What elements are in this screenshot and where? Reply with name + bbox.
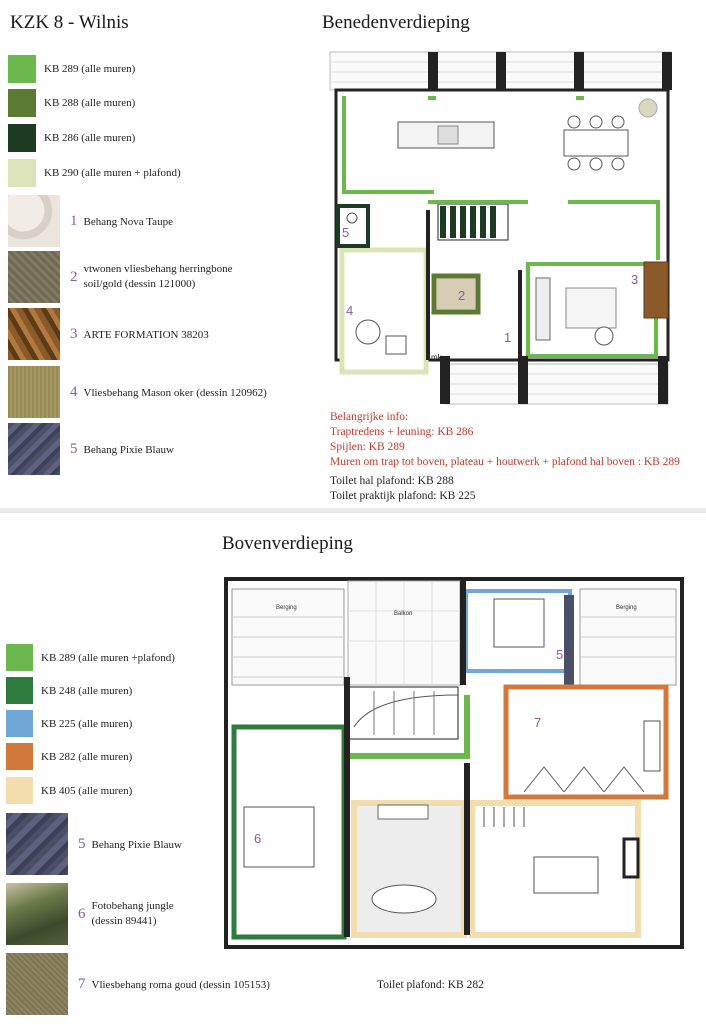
wallpaper-legend-item: [8, 366, 267, 418]
plan-label-berging-left: Berging: [276, 605, 297, 611]
info-line: Toilet praktijk plafond: KB 225: [330, 490, 476, 502]
color-swatch: [8, 124, 36, 152]
plan-marker-5: 5: [342, 225, 350, 240]
wallpaper-legend-item: [8, 308, 209, 360]
plan-label-berging-right: Berging: [616, 605, 637, 611]
info-line: Muren om trap tot boven, plateau + houtwerk + plafond hal boven : KB 289: [330, 456, 680, 468]
wallpaper-number: 2: [70, 268, 78, 285]
wallpaper-sample: [8, 251, 60, 303]
wallpaper-label: vtwonen vliesbehang herringbone: [83, 263, 233, 275]
wallpaper-label: Behang Pixie Blauw: [83, 443, 174, 456]
footer-note: [377, 978, 484, 993]
wallpaper-label: ARTE FORMATION 38203: [83, 328, 209, 341]
wallpaper-legend-item: [6, 883, 174, 945]
wallpaper-sample: [8, 195, 60, 247]
info-line: Traptredens + leuning: KB 286: [330, 426, 474, 438]
info-heading: Belangrijke info:: [330, 411, 409, 423]
wallpaper-label-line2: soil/gold (dessin 121000): [83, 278, 196, 290]
upper-floor-plan: [224, 577, 684, 949]
plan-marker-2: 2: [458, 288, 466, 303]
wallpaper-number: 4: [70, 383, 78, 400]
info-block: [330, 410, 680, 504]
plan-marker-4: 4: [346, 303, 354, 318]
wallpaper-sample: [8, 366, 60, 418]
color-swatch: [8, 55, 36, 83]
wallpaper-legend-item: [8, 251, 233, 303]
paint-label: KB 405 (alle muren): [41, 784, 133, 797]
paint-legend-item: [8, 124, 135, 152]
wallpaper-legend-item: [6, 953, 270, 1015]
paint-label: KB 290 (alle muren + plafond): [44, 167, 181, 179]
color-swatch: [6, 677, 33, 704]
paint-legend-item: [8, 89, 135, 117]
ground-floor-panel: [0, 0, 706, 508]
upper-floor-title: Bovenverdieping: [222, 533, 353, 554]
wallpaper-label: Vliesbehang Mason oker (dessin 120962): [83, 386, 267, 399]
plan-marker-7: 7: [534, 715, 542, 730]
wallpaper-number: 5: [78, 835, 86, 852]
color-swatch: [6, 777, 33, 804]
paint-legend-item: [8, 55, 135, 83]
paint-label: KB 288 (alle muren): [44, 97, 136, 109]
paint-legend-item: [8, 159, 181, 187]
ground-floor-plan: [328, 50, 680, 406]
wallpaper-legend-item: [8, 423, 174, 475]
plan-marker-6: 6: [254, 831, 262, 846]
plan-marker-5: 5: [556, 647, 564, 662]
paint-label: KB 289 (alle muren +plafond): [41, 651, 175, 664]
plan-label-mk: mk: [431, 353, 442, 362]
wallpaper-sample: [6, 813, 68, 875]
paint-legend-item: [6, 777, 132, 804]
wallpaper-sample: [8, 308, 60, 360]
color-swatch: [8, 159, 36, 187]
ground-floor-title: Benedenverdieping: [322, 12, 470, 33]
wallpaper-label: Vliesbehang roma goud (dessin 105153): [91, 978, 270, 991]
wallpaper-number: 3: [70, 325, 78, 342]
paint-legend-item: [6, 710, 132, 737]
upper-floor-panel: [0, 512, 706, 1025]
wallpaper-number: 7: [78, 975, 86, 992]
paint-legend-item: [6, 677, 132, 704]
paint-label: KB 248 (alle muren): [41, 684, 133, 697]
wallpaper-number: 6: [78, 905, 86, 922]
wallpaper-legend-item: [6, 813, 182, 875]
wallpaper-label: Behang Pixie Blauw: [91, 838, 182, 851]
paint-legend-item: [6, 743, 132, 770]
wallpaper-sample: [6, 953, 68, 1015]
info-line: Spijlen: KB 289: [330, 441, 405, 453]
color-swatch: [6, 743, 33, 770]
wallpaper-label: Fotobehang jungle: [91, 900, 174, 912]
color-swatch: [6, 644, 33, 671]
wallpaper-number: 1: [70, 212, 78, 229]
plan-marker-3: 3: [631, 272, 639, 287]
paint-label: KB 282 (alle muren): [41, 750, 133, 763]
wallpaper-label-line2: (dessin 89441): [91, 915, 157, 927]
color-swatch: [6, 710, 33, 737]
wallpaper-sample: [6, 883, 68, 945]
project-title: KZK 8 - Wilnis: [10, 12, 129, 33]
paint-label: KB 225 (alle muren): [41, 717, 133, 730]
wallpaper-label: Behang Nova Taupe: [83, 215, 173, 228]
wallpaper-number: 5: [70, 440, 78, 457]
paint-legend-item: [6, 644, 175, 671]
info-line: Toilet hal plafond: KB 288: [330, 475, 454, 487]
toilet-ceiling-note: Toilet plafond: KB 282: [377, 979, 484, 991]
color-swatch: [8, 89, 36, 117]
plan-marker-1: 1: [504, 330, 512, 345]
wallpaper-sample: [8, 423, 60, 475]
paint-label: KB 289 (alle muren): [44, 63, 136, 75]
paint-label: KB 286 (alle muren): [44, 132, 136, 144]
wallpaper-legend-item: [8, 195, 173, 247]
plan-label-balkon: Balkon: [394, 611, 413, 617]
